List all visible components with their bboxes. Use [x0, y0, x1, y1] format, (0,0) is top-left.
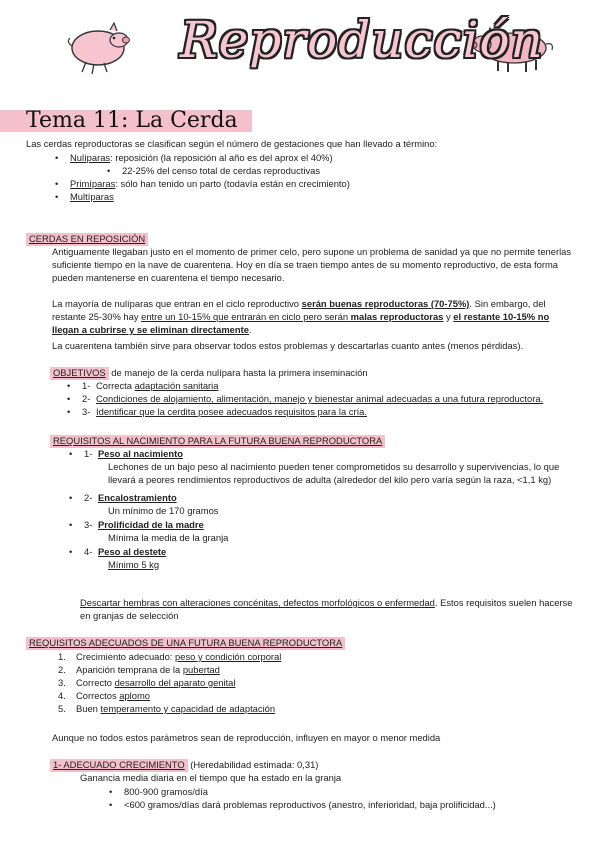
objetivos-list — [82, 380, 582, 419]
section-heading-crecimiento: 1- ADECUADO CRECIMIENTO (Heredabilidad estimada: 0,31) — [50, 759, 570, 772]
list-item: 5. Buen temperamento y capacidad de adaptación — [58, 702, 276, 714]
list-item: • <600 gramos/días dará problemas reproductivos (anestro, inferioridad, baja prolificidad...) — [124, 799, 584, 812]
list-item: • 3- Identificar que la cerdita posee adecuados requisitos para la cría. — [82, 406, 582, 419]
reposicion-paragraph-2: La mayoría de nulíparas que entran en el ciclo reproductivo serán buenas reproductoras (70-75%). Sin embargo, del restante 25-30% hay entre un 10-15% que entrarán en ciclo pero serán malas reproductoras y el restante 10-15% no llegan a cubrirse y se eliminan directamente. — [52, 298, 550, 335]
list-item: 2. Aparición temprana de la pubertad — [58, 663, 220, 675]
list-item: • Multíparas — [70, 191, 570, 204]
list-item: • 2- Encalostramiento Un mínimo de 170 gramos — [84, 492, 572, 518]
classification-list — [70, 152, 570, 204]
list-item: • 4- Peso al destete Mínimo 5 kg — [84, 546, 572, 572]
list-item: • 1- Peso al nacimiento Lechones de un bajo peso al nacimiento pueden tener comprometidos su desarrollo y supervivencias, lo que llevará a peores rendimientos reproductivos de adulta (alrededor del kilo pero varía según la raza, <1,1 kg) — [84, 448, 572, 487]
crecimiento-list — [124, 786, 584, 812]
list-item: • Primíparas: sólo han tenido un parto (todavía están en crecimiento) — [70, 178, 570, 191]
page-title: Reproducción — [180, 11, 544, 69]
list-item: • 22-25% del censo total de cerdas reproductivas — [122, 165, 570, 178]
requisitos-nacimiento-note: Descartar hembras con alteraciones concénitas, defectos morfológicos o enfermedad. Estos requisitos suelen hacerse en granjas de selección — [80, 597, 573, 621]
requisitos-nacimiento-list — [84, 448, 572, 572]
list-item: • 2- Condiciones de alojamiento, alimentación, manejo y bienestar animal adecuadas a una futura reproductora. — [82, 393, 582, 406]
tema-heading: Tema 11: La Cerda — [26, 108, 238, 133]
section-heading-requisitos-adecuados: REQUISITOS ADECUADOS DE UNA FUTURA BUENA REPRODUCTORA — [26, 637, 345, 650]
crecimiento-line: Ganancia media diaria en el tiempo que ha estado en la granja — [80, 772, 342, 783]
requisitos-adecuados-list — [58, 651, 556, 716]
section-heading-requisitos-nacimiento: REQUISITOS AL NACIMIENTO PARA LA FUTURA BUENA REPRODUCTORA — [50, 435, 385, 448]
reposicion-paragraph-1: Antiguamente llegaban justo en el momento de primer celo, pero supone un problema de sanidad ya que no permite tenerlas suficiente tiempo en la nave de cuarentena. Hoy en día se traen tiempo antes de su momento reproductivo, de esta forma pueden mantenerse en cuarentena el tiempo necesario. — [52, 246, 572, 283]
pig-left-illustration — [64, 18, 136, 80]
list-item: • 800-900 gramos/día — [124, 786, 584, 799]
list-item: 4. Correctos aplomo — [58, 689, 150, 701]
list-item: • 3- Prolificidad de la madre Mínima la media de la granja — [84, 519, 572, 545]
intro-paragraph: Las cerdas reproductoras se clasifican según el número de gestaciones que han llevado a término: — [26, 138, 438, 149]
list-item: • 1- Correcta adaptación sanitaria — [82, 380, 582, 393]
list-item: 1. Crecimiento adecuado: peso y condición corporal — [58, 651, 282, 662]
list-item: 3. Correcto desarrollo del aparato genital — [58, 676, 236, 688]
objetivos-heading: OBJETIVOS de manejo de la cerda nulípara hasta la primera inseminación — [50, 367, 570, 380]
reposicion-paragraph-3: La cuarentena también sirve para observar todos estos problemas y descartarlas cuanto antes (menos pérdidas). — [52, 340, 524, 351]
requisitos-adecuados-note: Aunque no todos estos parámetros sean de reproducción, influyen en mayor o menor medida — [52, 732, 441, 743]
list-item: • Nulíparas: reposición (la reposición al año es del aprox el 40%) — [70, 152, 570, 165]
section-heading-reposicion: CERDAS EN REPOSICIÓN — [26, 233, 148, 246]
